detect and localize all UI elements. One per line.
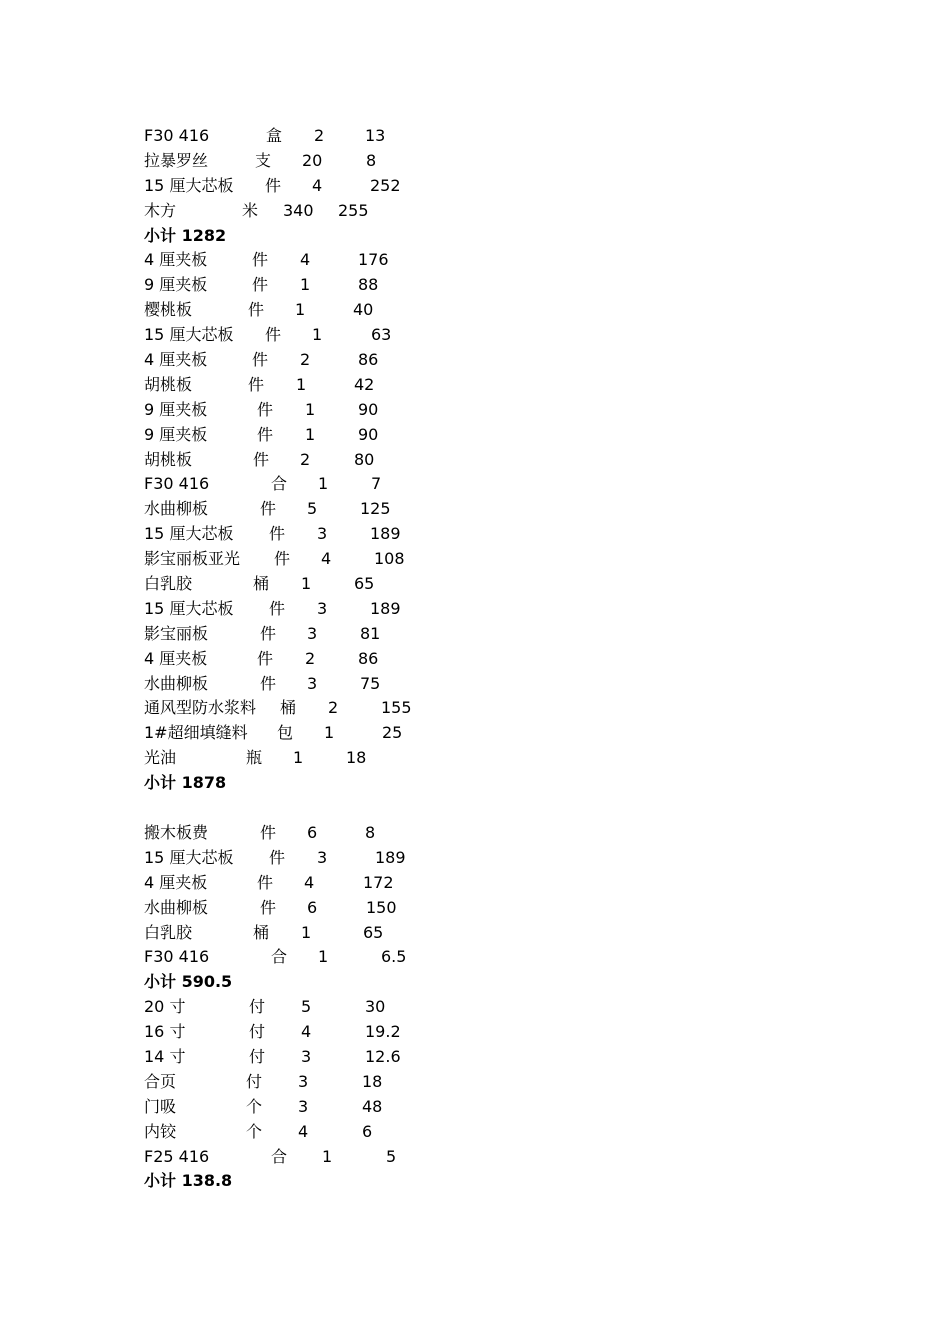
item-price: 189: [370, 598, 401, 618]
item-qty: 1: [305, 399, 316, 419]
item-price: 75: [360, 673, 381, 693]
item-name: 4 厘夹板: [144, 250, 208, 270]
list-item: [144, 398, 844, 423]
item-name: 胡桃板: [144, 374, 193, 394]
item-price: 86: [358, 648, 379, 668]
item-name: 水曲柳板: [144, 499, 209, 519]
item-price: 176: [358, 250, 389, 270]
item-name: 通风型防水浆料: [144, 698, 257, 718]
item-price: 90: [358, 399, 379, 419]
item-qty: 4: [321, 549, 332, 569]
item-qty: 5: [301, 997, 312, 1017]
list-item: [144, 149, 844, 174]
item-unit: 件: [269, 847, 286, 867]
item-unit: 件: [252, 350, 269, 370]
item-price: 18: [346, 748, 367, 768]
list-item: [144, 1145, 844, 1170]
item-name: 白乳胶: [144, 574, 193, 594]
item-unit: 件: [269, 524, 286, 544]
item-price: 65: [363, 922, 384, 942]
item-unit: 盒: [266, 126, 283, 145]
item-qty: 3: [298, 1096, 309, 1116]
item-price: 80: [354, 449, 375, 469]
material-list: [144, 124, 844, 1194]
item-price: 252: [370, 175, 401, 195]
item-name: 樱桃板: [144, 300, 193, 320]
item-name: 15 厘大芯板: [144, 524, 234, 544]
item-name: 内铰: [144, 1121, 177, 1141]
item-unit: 瓶: [246, 748, 263, 768]
item-qty: 1: [305, 424, 316, 444]
list-item: [144, 547, 844, 572]
item-price: 90: [358, 424, 379, 444]
item-unit: 付: [249, 1046, 266, 1066]
item-name: 影宝丽板: [144, 623, 209, 643]
item-price: 65: [354, 574, 375, 594]
list-item: [144, 1095, 844, 1120]
list-item: [144, 522, 844, 547]
item-qty: 4: [312, 175, 323, 195]
item-unit: 件: [257, 872, 274, 892]
item-unit: 件: [260, 673, 277, 693]
item-name: 15 厘大芯板: [144, 847, 234, 867]
list-item: [144, 323, 844, 348]
item-unit: 包: [277, 723, 294, 743]
subtotal: 小计 1282: [144, 225, 227, 245]
item-price: 125: [360, 499, 391, 519]
list-item: [144, 846, 844, 871]
list-item: [144, 423, 844, 448]
item-price: 155: [381, 698, 412, 718]
item-unit: 米: [242, 200, 259, 220]
item-price: 48: [362, 1096, 383, 1116]
item-unit: 付: [249, 997, 266, 1017]
item-name: 水曲柳板: [144, 673, 209, 693]
list-item: [144, 1045, 844, 1070]
item-qty: 3: [301, 1046, 312, 1066]
item-price: 5: [386, 1146, 397, 1166]
item-qty: 1: [322, 1146, 333, 1166]
item-name: 16 寸: [144, 1022, 186, 1042]
item-unit: 件: [269, 598, 286, 618]
item-name: 拉暴罗丝: [144, 150, 209, 170]
item-unit: 合: [271, 947, 288, 967]
item-name: 水曲柳板: [144, 897, 209, 917]
item-price: 88: [358, 275, 379, 295]
item-qty: 2: [300, 350, 311, 370]
item-qty: 20: [302, 150, 323, 170]
list-item: [144, 921, 844, 946]
item-name: 胡桃板: [144, 449, 193, 469]
item-price: 189: [370, 524, 401, 544]
item-unit: 桶: [253, 922, 270, 942]
item-qty: 1: [295, 300, 306, 320]
list-item: [144, 821, 844, 846]
item-name: 15 厘大芯板: [144, 325, 234, 345]
item-name: 合页: [144, 1071, 177, 1091]
item-qty: 2: [314, 126, 325, 145]
list-item: [144, 472, 844, 497]
list-item: [144, 174, 844, 199]
item-name: F30 416: [144, 474, 210, 494]
item-name: 9 厘夹板: [144, 399, 208, 419]
item-unit: 支: [255, 150, 272, 170]
item-qty: 6: [307, 822, 318, 842]
item-unit: 件: [257, 399, 274, 419]
item-price: 13: [365, 126, 386, 145]
item-name: 4 厘夹板: [144, 648, 208, 668]
item-qty: 1: [318, 947, 329, 967]
item-qty: 3: [317, 598, 328, 618]
item-unit: 件: [260, 822, 277, 842]
item-qty: 1: [301, 574, 312, 594]
list-item: [144, 124, 844, 149]
item-qty: 1: [324, 723, 335, 743]
item-qty: 1: [296, 374, 307, 394]
list-item: [144, 746, 844, 771]
list-item: [144, 497, 844, 522]
item-unit: 件: [248, 300, 265, 320]
item-name: 9 厘夹板: [144, 424, 208, 444]
list-item: [144, 1120, 844, 1145]
item-name: 4 厘夹板: [144, 350, 208, 370]
list-item: [144, 1020, 844, 1045]
item-price: 12.6: [365, 1046, 401, 1066]
item-name: 1#超细填缝料: [144, 723, 248, 743]
list-item: [144, 622, 844, 647]
item-name: F30 416: [144, 126, 210, 145]
item-name: 白乳胶: [144, 922, 193, 942]
item-unit: 件: [274, 549, 291, 569]
list-item: [144, 945, 844, 970]
item-price: 81: [360, 623, 381, 643]
item-price: 108: [374, 549, 405, 569]
list-item: [144, 871, 844, 896]
item-unit: 个: [246, 1096, 263, 1116]
list-item: [144, 721, 844, 746]
item-name: 影宝丽板亚光: [144, 549, 241, 569]
item-qty: 3: [317, 847, 328, 867]
list-item: [144, 273, 844, 298]
item-unit: 件: [248, 374, 265, 394]
item-price: 6: [362, 1121, 373, 1141]
list-item: [144, 896, 844, 921]
item-price: 6.5: [381, 947, 407, 967]
item-name: 9 厘夹板: [144, 275, 208, 295]
item-unit: 件: [253, 449, 270, 469]
item-unit: 件: [265, 325, 282, 345]
list-item: [144, 1070, 844, 1095]
item-price: 8: [365, 822, 376, 842]
item-price: 8: [366, 150, 377, 170]
item-qty: 4: [298, 1121, 309, 1141]
item-qty: 1: [318, 474, 329, 494]
item-price: 63: [371, 325, 392, 345]
item-qty: 4: [304, 872, 315, 892]
list-item: [144, 572, 844, 597]
item-qty: 5: [307, 499, 318, 519]
list-item: [144, 995, 844, 1020]
item-name: 搬木板费: [144, 822, 209, 842]
item-qty: 4: [301, 1022, 312, 1042]
item-qty: 3: [307, 623, 318, 643]
item-qty: 1: [300, 275, 311, 295]
item-price: 19.2: [365, 1022, 401, 1042]
item-price: 40: [353, 300, 374, 320]
item-qty: 2: [328, 698, 339, 718]
item-qty: 1: [312, 325, 323, 345]
item-price: 42: [354, 374, 375, 394]
item-qty: 1: [293, 748, 304, 768]
item-price: 18: [362, 1071, 383, 1091]
item-unit: 件: [252, 275, 269, 295]
item-name: 14 寸: [144, 1046, 186, 1066]
item-price: 25: [382, 723, 403, 743]
list-item: [144, 348, 844, 373]
item-qty: 340: [283, 200, 314, 220]
item-name: 15 厘大芯板: [144, 175, 234, 195]
blank-line: [144, 796, 844, 821]
list-item: [144, 672, 844, 697]
item-qty: 2: [300, 449, 311, 469]
list-item: [144, 298, 844, 323]
list-item: [144, 597, 844, 622]
item-price: 7: [371, 474, 382, 494]
subtotal: 小计 1878: [144, 773, 227, 793]
item-qty: 1: [301, 922, 312, 942]
item-name: F25 416: [144, 1146, 210, 1166]
item-unit: 件: [260, 623, 277, 643]
subtotal: 小计 138.8: [144, 1171, 233, 1191]
item-price: 86: [358, 350, 379, 370]
list-item: [144, 448, 844, 473]
list-item: [144, 647, 844, 672]
item-name: 光油: [144, 748, 177, 768]
list-item: [144, 199, 844, 224]
item-unit: 付: [246, 1071, 263, 1091]
item-name: 门吸: [144, 1096, 177, 1116]
item-qty: 2: [305, 648, 316, 668]
item-unit: 件: [252, 250, 269, 270]
item-unit: 件: [265, 175, 282, 195]
item-qty: 3: [317, 524, 328, 544]
item-unit: 个: [246, 1121, 263, 1141]
item-unit: 件: [260, 499, 277, 519]
item-name: 4 厘夹板: [144, 872, 208, 892]
list-item: [144, 696, 844, 721]
item-name: 20 寸: [144, 997, 186, 1017]
item-price: 189: [375, 847, 406, 867]
item-unit: 桶: [253, 574, 270, 594]
item-unit: 桶: [280, 698, 297, 718]
item-qty: 3: [298, 1071, 309, 1091]
item-unit: 付: [249, 1022, 266, 1042]
item-price: 30: [365, 997, 386, 1017]
item-unit: 合: [271, 474, 288, 494]
item-unit: 件: [260, 897, 277, 917]
subtotal: 小计 590.5: [144, 972, 233, 992]
item-qty: 3: [307, 673, 318, 693]
list-item: [144, 248, 844, 273]
item-name: 15 厘大芯板: [144, 598, 234, 618]
item-qty: 4: [300, 250, 311, 270]
item-unit: 件: [257, 424, 274, 444]
item-unit: 件: [257, 648, 274, 668]
item-name: F30 416: [144, 947, 210, 967]
item-price: 150: [366, 897, 397, 917]
item-price: 255: [338, 200, 369, 220]
item-price: 172: [363, 872, 394, 892]
item-name: 木方: [144, 200, 177, 220]
item-unit: 合: [271, 1146, 288, 1166]
item-qty: 6: [307, 897, 318, 917]
list-item: [144, 373, 844, 398]
